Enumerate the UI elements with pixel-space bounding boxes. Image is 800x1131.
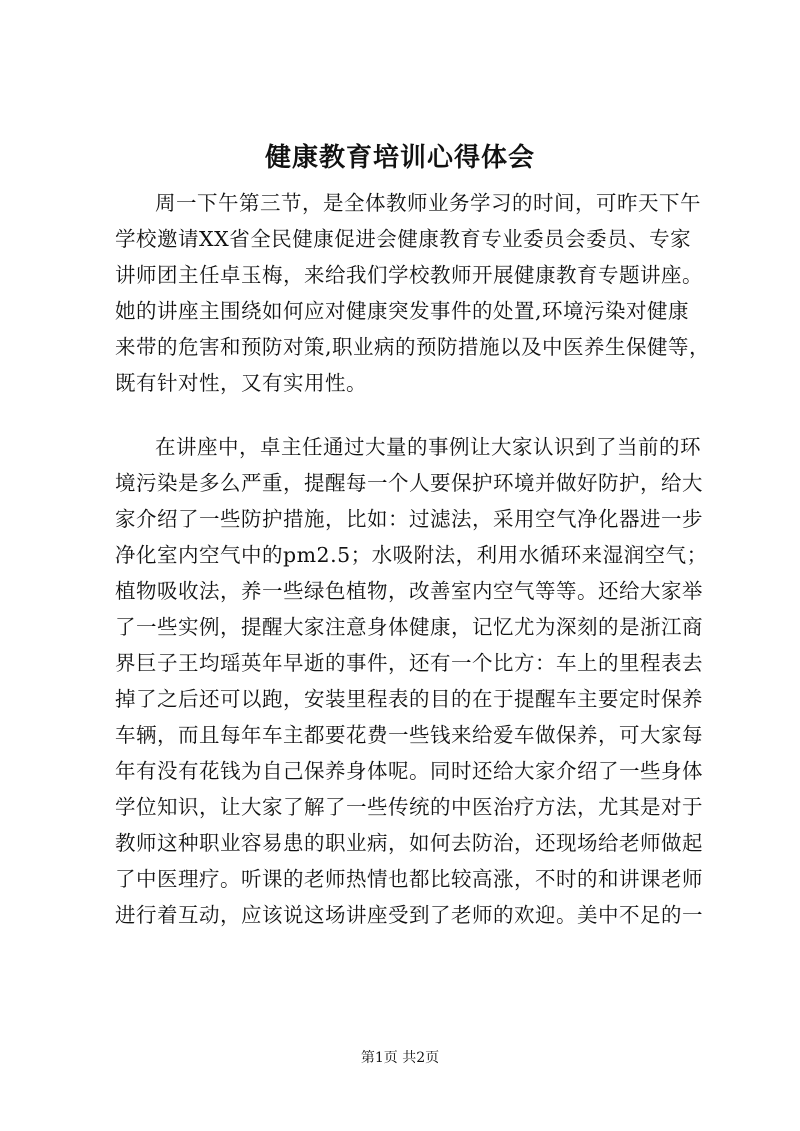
text-line: 掉了之后还可以跑，安装里程表的目的在于提醒车主要定时保养 <box>115 687 703 711</box>
text-line: 家介绍了一些防护措施，比如：过滤法，采用空气净化器进一步 <box>115 507 703 531</box>
text-line: 在讲座中，卓主任通过大量的事例让大家认识到了当前的环 <box>155 435 701 459</box>
text-line: 了中医理疗。听课的老师热情也都比较高涨，不时的和讲课老师 <box>115 867 703 891</box>
text-line: 年有没有花钱为自己保养身体呢。同时还给大家介绍了一些身体 <box>115 759 703 783</box>
page-title: 健康教育培训心得体会 <box>264 143 535 173</box>
text-line: 植物吸收法，养一些绿色植物，改善室内空气等等。还给大家举 <box>115 579 703 603</box>
text-line: 她的讲座主围绕如何应对健康突发事件的处置,环境污染对健康 <box>115 299 690 323</box>
text-line: 学校邀请XX省全民健康促进会健康教育专业委员会委员、专家 <box>115 227 692 251</box>
text-line: 净化室内空气中的pm2.5；水吸附法，利用水循环来湿润空气； <box>115 543 708 567</box>
text-line: 车辆，而且每年车主都要花费一些钱来给爱车做保养，可大家每 <box>115 723 703 747</box>
text-line: 既有针对性，又有实用性。 <box>115 371 367 395</box>
text-line: 周一下午第三节，是全体教师业务学习的时间，可昨天下午 <box>155 191 701 215</box>
text-line: 讲师团主任卓玉梅，来给我们学校教师开展健康教育专题讲座。 <box>115 263 703 287</box>
text-line: 学位知识，让大家了解了一些传统的中医治疗方法，尤其是对于 <box>115 795 703 819</box>
text-line: 界巨子王均瑶英年早逝的事件，还有一个比方：车上的里程表去 <box>115 651 703 675</box>
text-line: 了一些实例，提醒大家注意身体健康，记忆尤为深刻的是浙江商 <box>115 615 703 639</box>
text-line: 境污染是多么严重，提醒每一个人要保护环境并做好防护，给大 <box>115 471 703 495</box>
page-footer: 第1页 共2页 <box>360 1050 440 1066</box>
text-line: 教师这种职业容易患的职业病，如何去防治，还现场给老师做起 <box>115 831 703 855</box>
text-line: 进行着互动，应该说这场讲座受到了老师的欢迎。美中不足的一 <box>115 903 703 927</box>
text-line: 来带的危害和预防对策,职业病的预防措施以及中医养生保健等， <box>115 335 711 359</box>
